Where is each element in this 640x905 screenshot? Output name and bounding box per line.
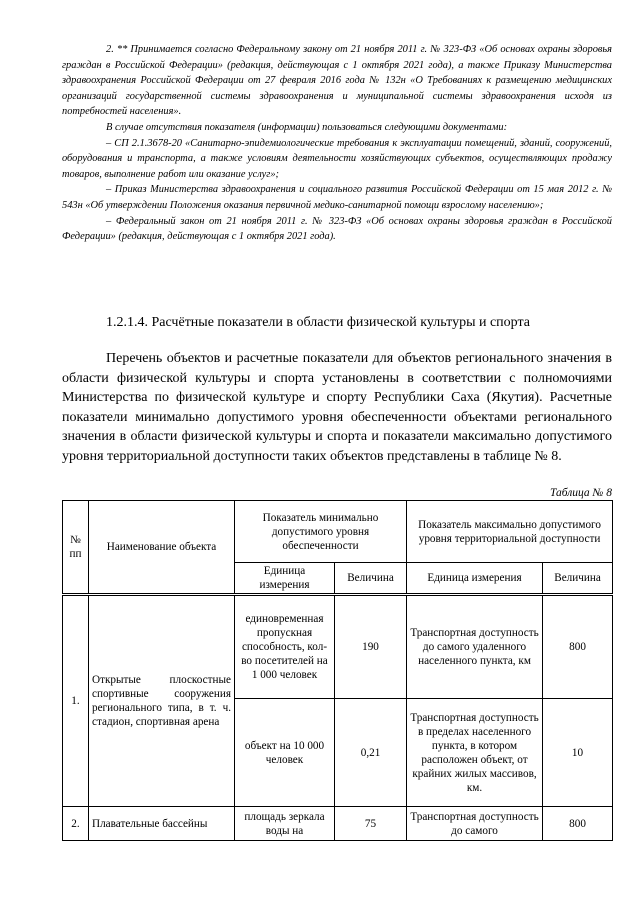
footnote-paragraph: – СП 2.1.3678-20 «Санитарно-эпидемиологические требования к эксплуатации помещений, зданий, сооружений, оборудования и транспорта, а также условиям деятельности хозяйствующих субъектов, осуществляющих продажу товаров, выполнение работ или оказание услуг»; — [62, 137, 612, 180]
row-min-unit: единовременная пропускная способность, кол-во посетителей на 1 000 человек — [235, 595, 335, 699]
row-max-unit: Транспортная доступность в пределах населенного пункта, в котором расположен объект, от крайних жилых массивов, км. — [407, 699, 543, 807]
row-max-unit: Транспортная доступность до самого — [407, 807, 543, 841]
footnote-paragraph: В случае отсутствия показателя (информации) пользоваться следующими документами: — [106, 121, 508, 133]
row-min-value: 190 — [335, 595, 407, 699]
row-number: 1. — [63, 595, 89, 807]
header-min-unit: Единица измерения — [235, 563, 335, 595]
header-min-indicator: Показатель минимально допустимого уровня обеспеченности — [235, 501, 407, 563]
row-max-unit: Транспортная доступность до самого удаленного населенного пункта, км — [407, 595, 543, 699]
header-max-value: Величина — [543, 563, 613, 595]
header-max-indicator: Показатель максимально допустимого уровня территориальной доступности — [407, 501, 613, 563]
footnote-paragraph: – Приказ Министерства здравоохранения и социального развития Российской Федерации от 15 мая 2012 г. № 543н «Об утверждении Положения оказания первичной медико-санитарной помощи взрослому населению»; — [62, 184, 612, 211]
indicators-table — [62, 500, 613, 841]
row-min-value: 0,21 — [335, 699, 407, 807]
row-min-unit: объект на 10 000 человек — [235, 699, 335, 807]
row-min-unit: площадь зеркала воды на — [235, 807, 335, 841]
header-max-unit: Единица измерения — [407, 563, 543, 595]
footnote-paragraph: – Федеральный закон от 21 ноября 2011 г. № 323-ФЗ «Об основах охраны здоровья граждан в Российской Федерации» (редакция, действующая с 1 октября 2021 года). — [62, 215, 612, 243]
row-number: 2. — [63, 807, 89, 841]
table-header-row — [63, 501, 613, 563]
row-max-value: 10 — [543, 699, 613, 807]
header-number: № пп — [63, 501, 89, 595]
table-row — [63, 595, 613, 699]
row-min-value: 75 — [335, 807, 407, 841]
header-min-value: Величина — [335, 563, 407, 595]
header-object-name: Наименование объекта — [89, 501, 235, 595]
row-max-value: 800 — [543, 595, 613, 699]
footnotes-block — [62, 42, 612, 245]
table-row — [63, 807, 613, 841]
section-heading: 1.2.1.4. Расчётные показатели в области физической культуры и спорта — [106, 315, 530, 330]
footnote-paragraph: 2. ** Принимается согласно Федеральному закону от 21 ноября 2011 г. № 323-ФЗ «Об основах охраны здоровья граждан в Российской Федерации» (редакция, действующая с 1 октября 2021 года), а также Приказу Министерства здравоохранения Российской Федерации от 27 февраля 2016 года № 132н «О Требованиях к размещению медицинских организаций государственной системы здравоохранения и муниципальной системы здравоохранения исходя из потребностей населения». — [62, 44, 612, 118]
row-object-name: Плавательные бассейны — [89, 807, 235, 841]
row-max-value: 800 — [543, 807, 613, 841]
body-paragraph: Перечень объектов и расчетные показатели для объектов регионального значения в области физической культуры и спорта установлены в соответствии с полномочиями Министерства по физической культуре и спорту Республики Саха (Якутия). Расчетные показатели минимально допустимого уровня обеспеченности объектами регионального значения в области физической культуры и спорта и показатели максимально допустимого уровня территориальной доступности таких объектов представлены в таблице № 8. — [62, 351, 612, 464]
table-caption: Таблица № 8 — [550, 487, 612, 499]
row-object-name: Открытые плоскостные спортивные сооружения регионального типа, в т. ч. стадион, спортивная арена — [89, 595, 235, 807]
